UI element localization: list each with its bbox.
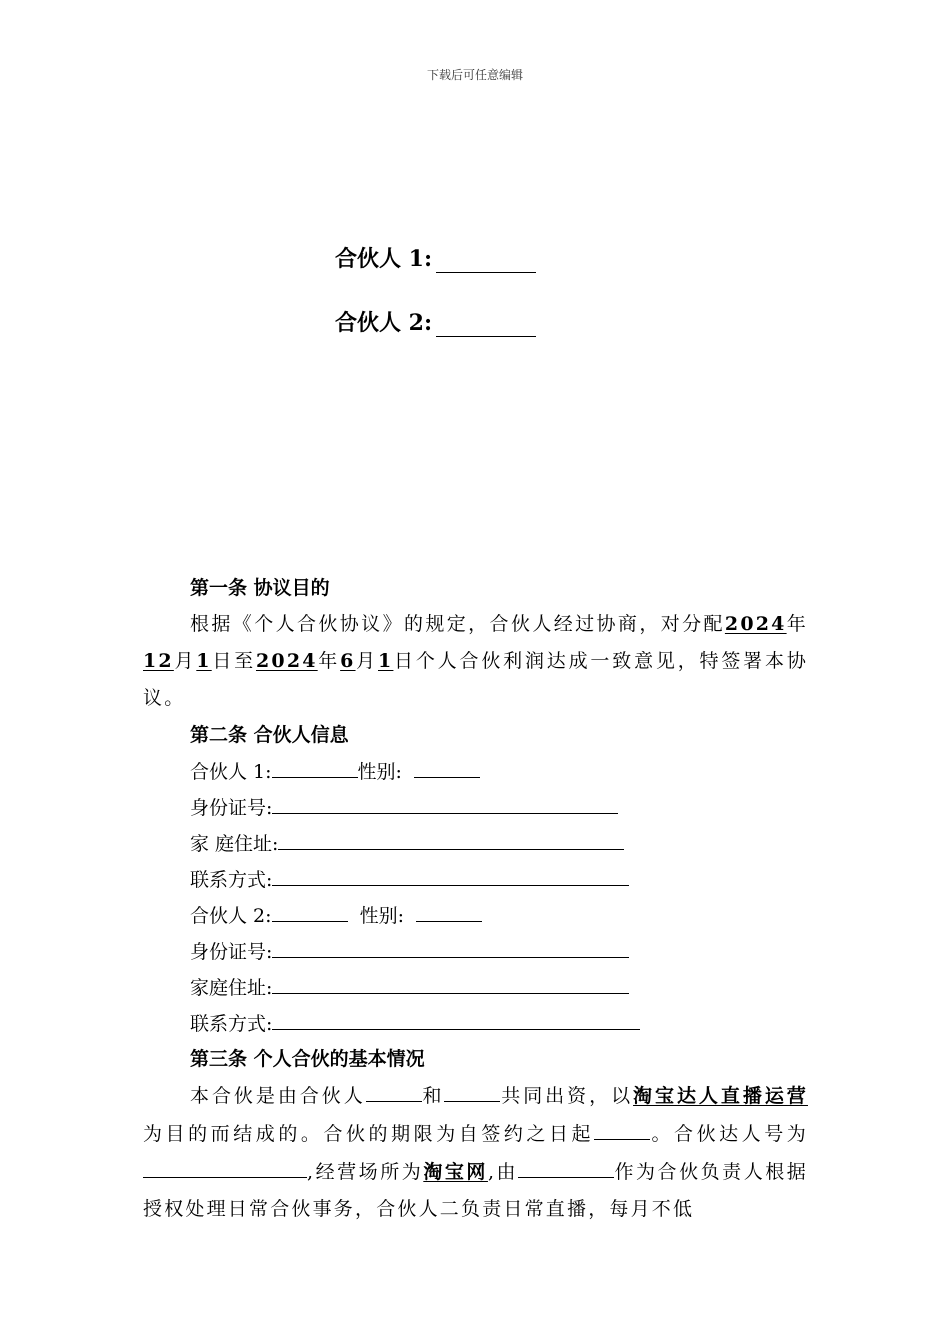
- cover-partner2-blank: [436, 314, 536, 337]
- partner2-name-blank: [272, 897, 348, 922]
- cover-partner2-line: [335, 306, 536, 337]
- text-run: ,经营场所为: [307, 1161, 424, 1183]
- partner2-id-row: [143, 933, 808, 969]
- cover-partner1-blank: [436, 250, 536, 273]
- text-run: 。合伙达人号为: [650, 1123, 808, 1145]
- document-body: [143, 570, 808, 1228]
- partner1-contact-label: 联系方式:: [190, 869, 273, 891]
- cover-partner2-label: 合伙人 2:: [335, 310, 433, 336]
- term-blank: [594, 1115, 650, 1140]
- contributor1-blank: [366, 1077, 422, 1102]
- text-run: 月: [173, 650, 197, 672]
- partner1-contact-row: [143, 861, 808, 897]
- partner2-contact-row: [143, 1005, 808, 1041]
- partner1-id-label: 身份证号:: [190, 797, 273, 819]
- partner1-address-row: [143, 825, 808, 861]
- text-run: 月: [355, 650, 378, 672]
- text-run: 日个人合伙利润达成一致意见，特签署本协议。: [143, 650, 809, 709]
- partner1-gender-label: 性别:: [357, 761, 402, 783]
- partner2-id-label: 身份证号:: [190, 941, 273, 963]
- text-run: 日至: [211, 650, 256, 672]
- partner2-address-blank: [272, 969, 629, 994]
- partner2-contact-blank: [272, 1005, 640, 1030]
- text-run: 和: [421, 1085, 445, 1107]
- partner1-address-label: 家 庭住址:: [190, 833, 279, 855]
- partner2-label: 合伙人 2:: [190, 905, 272, 927]
- partner1-address-blank: [278, 825, 624, 850]
- partner2-row: [143, 897, 808, 933]
- text-run: 年: [317, 650, 341, 672]
- article1-paragraph: [143, 606, 808, 717]
- cover-partner1-label: 合伙人 1:: [335, 246, 433, 272]
- partner1-name-blank: [272, 753, 358, 778]
- partner2-gender-label: 性别:: [359, 905, 405, 927]
- text-run: 共同出资，以: [500, 1085, 634, 1107]
- day-end: 1: [378, 650, 394, 672]
- partner2-gender-blank: [416, 897, 482, 922]
- page-header: 下载后可任意编辑: [426, 68, 523, 82]
- article1-heading: 第一条 协议目的: [190, 577, 330, 599]
- partner1-gender-blank: [414, 753, 480, 778]
- text-run: 为目的而结成的。合伙的期限为自签约之日起: [143, 1123, 595, 1145]
- text-run: 作为合伙负责人根据授权处理日常合伙事务，合伙人二负责日常直播，每月不低: [143, 1161, 808, 1220]
- manager-blank: [518, 1153, 614, 1178]
- text-run: 本合伙是由合伙人: [190, 1085, 366, 1107]
- partner1-id-row: [143, 789, 808, 825]
- day-start: 1: [196, 650, 212, 672]
- partner2-address-label: 家庭住址:: [190, 977, 273, 999]
- partner2-id-blank: [272, 933, 629, 958]
- article2-heading: 第二条 合伙人信息: [190, 724, 349, 746]
- year-start: 2024: [724, 613, 787, 635]
- contributor2-blank: [444, 1077, 500, 1102]
- partner1-contact-blank: [272, 861, 629, 886]
- text-run: 年: [786, 613, 808, 635]
- partner2-contact-label: 联系方式:: [190, 1013, 273, 1035]
- partner1-label: 合伙人 1:: [190, 761, 272, 783]
- article3-paragraph: [143, 1077, 808, 1228]
- partner2-address-row: [143, 969, 808, 1005]
- month-start: 12: [143, 650, 174, 672]
- year-end: 2024: [255, 650, 318, 672]
- business-place: 淘宝网: [423, 1161, 488, 1183]
- cover-partner1-line: [335, 242, 536, 273]
- month-end: 6: [340, 650, 356, 672]
- business-purpose: 淘宝达人直播运营: [633, 1085, 808, 1107]
- partner1-row: [143, 753, 808, 789]
- account-blank: [143, 1153, 307, 1178]
- text-run: ,由: [487, 1161, 519, 1183]
- partner1-id-blank: [272, 789, 618, 814]
- article3-heading: 第三条 个人合伙的基本情况: [190, 1048, 425, 1070]
- text-run: 根据《个人合伙协议》的规定，合伙人经过协商，对分配: [190, 613, 725, 635]
